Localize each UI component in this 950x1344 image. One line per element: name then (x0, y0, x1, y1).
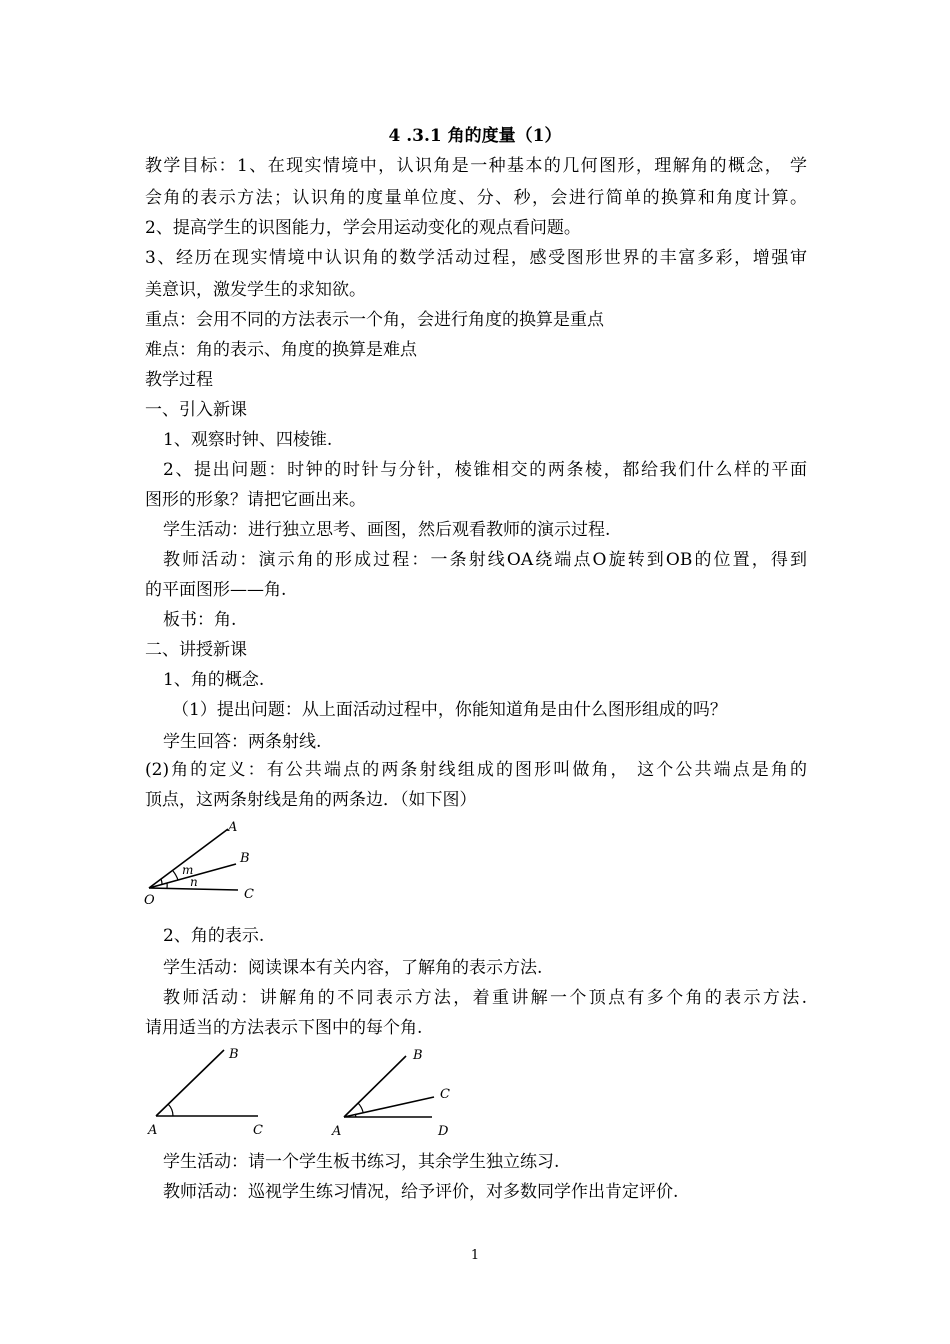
text-line: 图形的形象？请把它画出来。 (145, 490, 366, 510)
text-line: 2、提高学生的识图能力，学会用运动变化的观点看问题。 (145, 218, 581, 238)
label-B: B (240, 851, 250, 866)
text-line: 的平面图形——角. (145, 580, 287, 600)
label-C: C (440, 1087, 450, 1102)
text-line: 1、观察时钟、四棱锥. (163, 430, 333, 450)
text-line: 学生活动：阅读课本有关内容，了解角的表示方法. (163, 958, 543, 978)
ray-AB (156, 1050, 224, 1116)
text-line: 学生活动：进行独立思考、画图，然后观看教师的演示过程. (163, 520, 611, 540)
label-A: A (148, 1123, 158, 1138)
text-line: 请用适当的方法表示下图中的每个角. (145, 1018, 423, 1038)
text-line: 重点：会用不同的方法表示一个角，会进行角度的换算是重点 (145, 310, 604, 330)
text-line: 美意识，激发学生的求知欲。 (145, 280, 366, 300)
text-line: 教师活动：巡视学生练习情况，给予评价，对多数同学作出肯定评价. (163, 1182, 679, 1202)
angle-figure-1 (140, 818, 280, 908)
ray-AC (344, 1097, 434, 1117)
arc-outer (358, 1103, 363, 1112)
text-line: 教学过程 (145, 370, 213, 390)
text-line: 板书：角. (163, 610, 237, 630)
angle-figure-3 (328, 1040, 468, 1140)
text-line: 教师活动：演示角的形成过程：一条射线OA绕端点O旋转到OB的位置，得到 (163, 550, 807, 570)
text-line: 教师活动：讲解角的不同表示方法，着重讲解一个顶点有多个角的表示方法. (163, 988, 807, 1008)
section-heading: 二、讲授新课 (145, 640, 247, 660)
arc-angle-A (168, 1104, 173, 1116)
text-line: 学生回答：两条射线. (163, 732, 322, 752)
section-heading: 一、引入新课 (145, 400, 247, 420)
label-B: B (229, 1047, 239, 1062)
text-line: 1、角的概念. (163, 670, 265, 690)
label-A: A (332, 1124, 342, 1139)
arc-m (173, 871, 178, 880)
label-m: m (182, 863, 194, 877)
document-title: 4 .3.1 角的度量（1） (388, 126, 562, 146)
text-line: 教学目标：1、在现实情境中，认识角是一种基本的几何图形，理解角的概念， 学 (145, 156, 807, 176)
label-n: n (190, 875, 198, 889)
text-line: 2、提出问题：时钟的时针与分针，棱锥相交的两条棱，都给我们什么样的平面 (163, 460, 807, 480)
label-C: C (253, 1123, 263, 1138)
page-number: 1 (470, 1248, 480, 1263)
text-line: 3、经历在现实情境中认识角的数学活动过程，感受图形世界的丰富多彩，增强审 (145, 248, 807, 268)
text-line: 难点：角的表示、角度的换算是难点 (145, 340, 417, 360)
label-C: C (244, 887, 254, 902)
text-line: 2、角的表示. (163, 926, 265, 946)
angle-figure-2 (140, 1040, 280, 1140)
text-line: 学生活动：请一个学生板书练习，其余学生独立练习. (163, 1152, 560, 1172)
text-line: (2)角的定义：有公共端点的两条射线组成的图形叫做角， 这个公共端点是角的 (145, 760, 807, 780)
ray-AB (344, 1056, 406, 1117)
text-line: 顶点，这两条射线是角的两条边．（如下图） (145, 790, 477, 810)
text-line: （1）提出问题：从上面活动过程中，你能知道角是由什么图形组成的吗？ (172, 700, 727, 720)
label-B: B (413, 1048, 423, 1063)
label-A: A (228, 820, 238, 835)
text-line: 会角的表示方法；认识角的度量单位度、分、秒，会进行简单的换算和角度计算。 (145, 188, 807, 208)
label-D: D (438, 1124, 449, 1139)
label-O: O (144, 893, 155, 908)
